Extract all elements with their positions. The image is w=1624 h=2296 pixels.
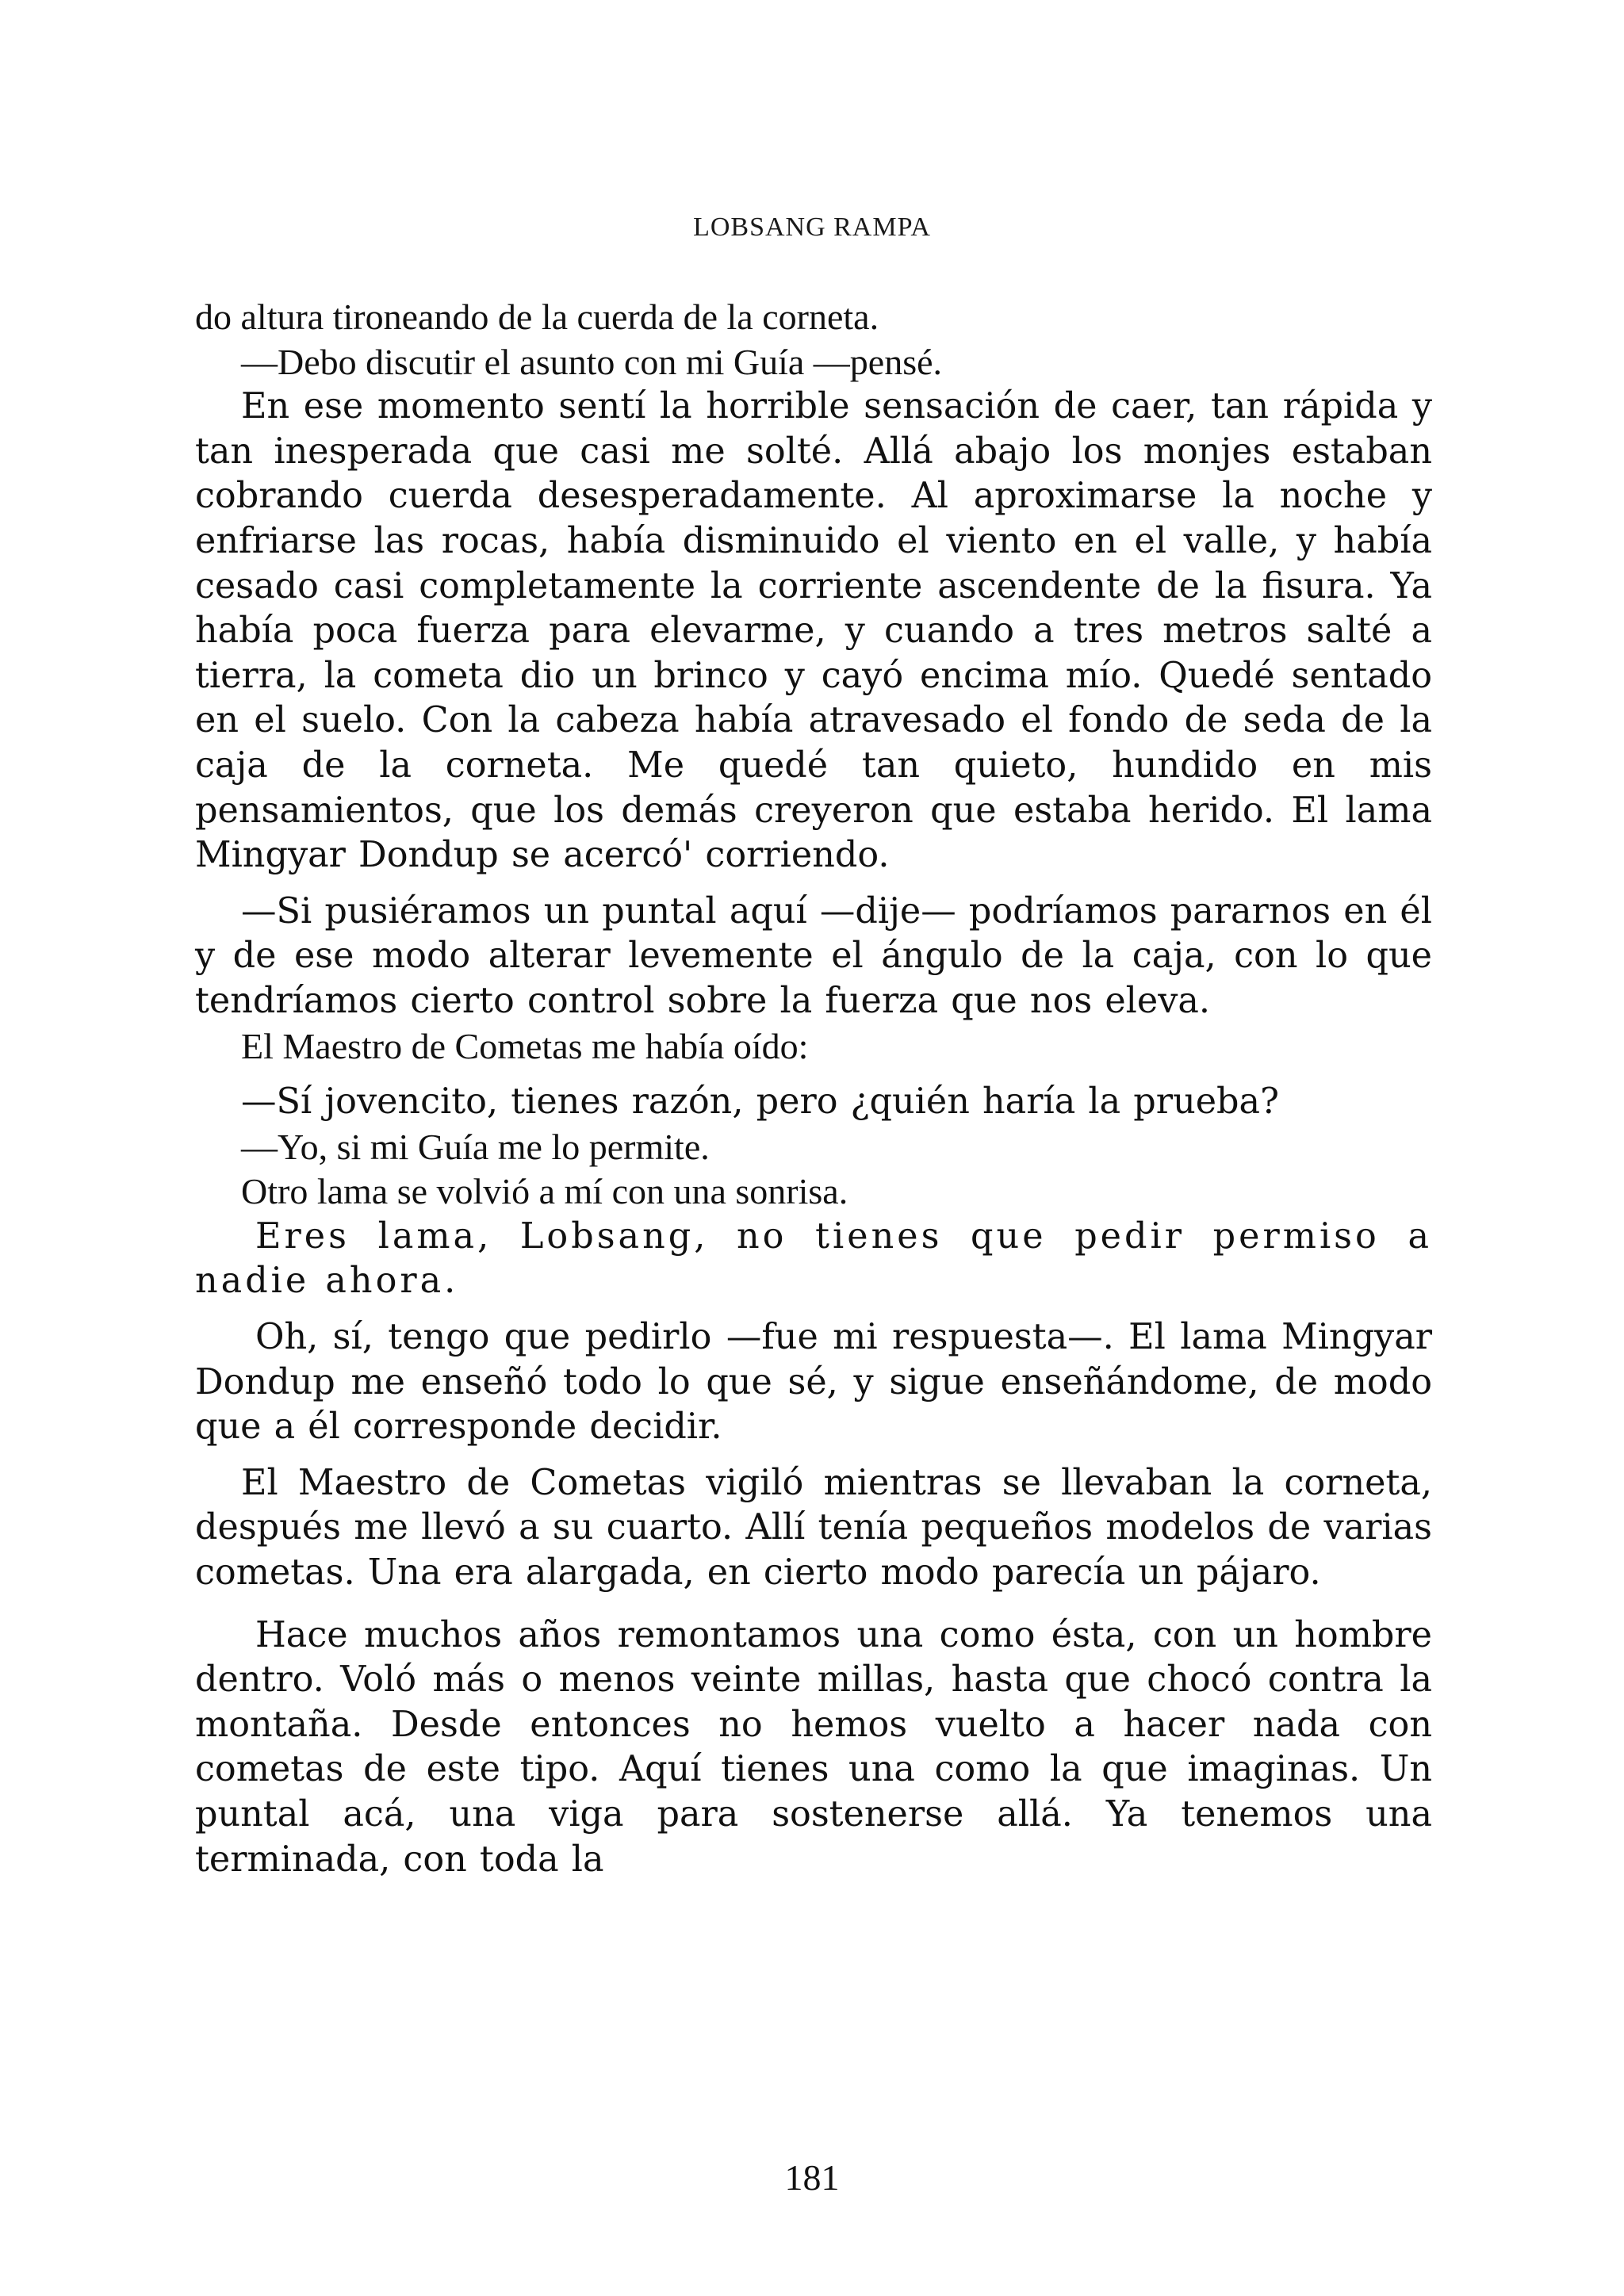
paragraph: —Debo discutir el asunto con mi Guía —pensé. — [241, 341, 943, 382]
paragraph: —Si pusiéramos un puntal aquí —dije— podríamos pararnos en él y de ese modo alterar levemente el ángulo de la caja, con lo que tendríamos cierto control sobre la fuerza que nos eleva. — [195, 890, 1432, 1021]
paragraph: do altura tironeando de la cuerda de la corneta. — [195, 297, 879, 337]
paragraph: Hace muchos años remontamos una como ésta, con un hombre dentro. Voló más o menos veinte millas, hasta que chocó contra la montaña. Desde entonces no hemos vuelto a hacer nada con cometas de este tipo. Aquí tienes una como la que imaginas. Un puntal acá, una viga para sostenerse allá. Ya tenemos una terminada, con toda la — [195, 1614, 1432, 1880]
paragraph: Eres lama, Lobsang, no tienes que pedir permiso a nadie ahora. — [195, 1215, 1432, 1302]
paragraph: En ese momento sentí la horrible sensación de caer, tan rápida y tan inesperada que casi me solté. Allá abajo los monjes estaban cobrando cuerda desesperadamente. Al aproximarse la noche y enfriarse las rocas, había disminuido el viento en el valle, y había cesado casi completamente la corriente ascendente de la fisura. Ya había poca fuerza para elevarme, y cuando a tres metros salté a tierra, la cometa dio un brinco y cayó encima mío. Quedé sentado en el suelo. Con la cabeza había atravesado el fondo de seda de la caja de la corneta. Me quedé tan quieto, hundido en mis pensamientos, que los demás creyeron que estaba herido. El lama Mingyar Dondup se acercó' corriendo. — [195, 386, 1432, 876]
body-text — [195, 295, 1432, 1882]
paragraph: Oh, sí, tengo que pedirlo —fue mi respuesta—. El lama Mingyar Dondup me enseñó todo lo que sé, y sigue enseñándome, de modo que a él corresponde decidir. — [195, 1317, 1432, 1448]
paragraph: El Maestro de Cometas vigiló mientras se llevaban la corneta, después me llevó a su cuarto. Allí tenía pequeños modelos de varias cometas. Una era alargada, en cierto modo parecía un pájaro. — [195, 1462, 1432, 1594]
paragraph: Otro lama se volvió a mí con una sonrisa. — [241, 1171, 848, 1212]
paragraph: El Maestro de Cometas me había oído: — [241, 1025, 809, 1066]
paragraph: —Sí jovencito, tienes razón, pero ¿quién haría la prueba? — [241, 1081, 1279, 1123]
running-head: LOBSANG RAMPA — [693, 212, 931, 242]
paragraph: —Yo, si mi Guía me lo permite. — [241, 1126, 710, 1167]
page-number: 181 — [784, 2157, 840, 2198]
